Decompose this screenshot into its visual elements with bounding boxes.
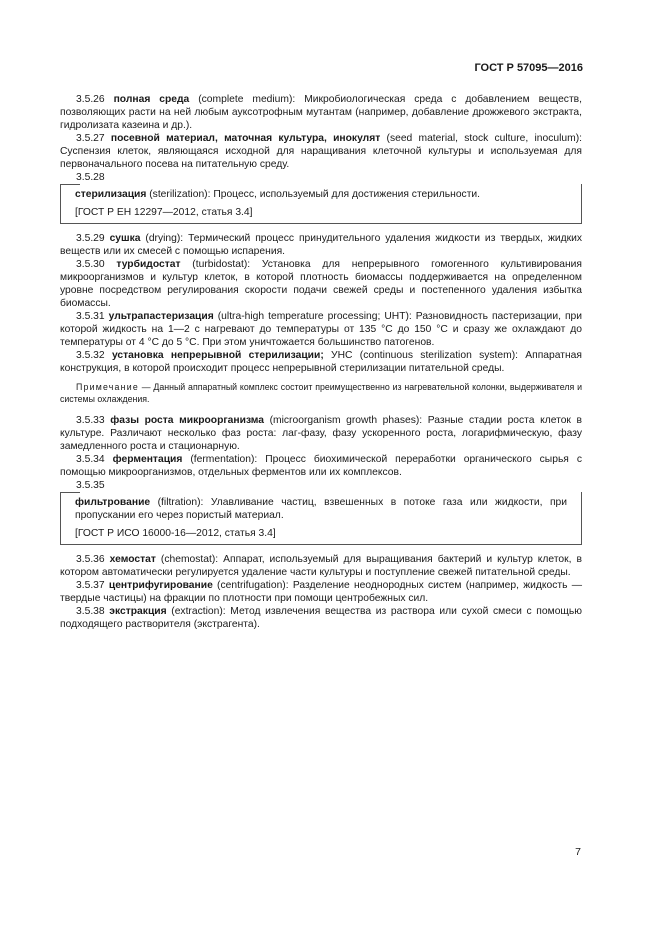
term-number-3-5-35: 3.5.35 (76, 480, 105, 491)
document-number: ГОСТ Р 57095—2016 (474, 62, 583, 74)
term-entry-3-5-31: 3.5.31 ультрапастеризация (ultra-high temperature processing; UHT): Разновидность пастеризации, при которой жидкость на 1—2 с нагревают до температуры от 135 °C до 150 °C и сразу же охлаждают до температуры от 4 °C до 5 °C. При этом уничтожается большинство патогенов. (60, 311, 582, 348)
term-box-sterilization: стерилизация (sterilization): Процесс, используемый для достижения стерильности. [ГОСТ Р ЕН 12297—2012, статья 3.4] (60, 184, 582, 224)
term-entry-3-5-26: 3.5.26 полная среда (complete medium): Микробиологическая среда с добавлением веществ, позволяющих расти на ней любым ауксотрофным мутантам (например, добавление дрожжевого экстракта, гидролизата казеина и др.). (60, 94, 582, 131)
term: турбидостат (116, 259, 181, 270)
term: установка непрерывной стерилизации; (111, 350, 324, 361)
term-entry-3-5-27: 3.5.27 посевной материал, маточная культура, инокулят (seed material, stock culture, inoculum): Суспензия клеток, являющаяся исходной для наращивания клеточной культуры и используемая для первоначального посева на питательную среду. (60, 133, 582, 170)
term: ультрапастеризация (108, 311, 214, 322)
term-entry-3-5-30: 3.5.30 турбидостат (turbidostat): Установка для непрерывного гомогенного культивирования микроорганизмов и культур клеток, в которой плотность биомассы поддерживается на определенном уровне посредством регулирования скорости подачи свежей среды и постепенного удаления избытка биомассы. (60, 259, 582, 309)
term: сушка (109, 233, 141, 244)
term: фазы роста микроорганизма (110, 415, 265, 426)
term-box-filtration: фильтрование (filtration): Улавливание частиц, взвешенных в потоке газа или жидкости, при пропускании его через пористый материал. [ГОСТ Р ИСО 16000-16—2012, статья 3.4] (60, 492, 582, 545)
term-entry-3-5-37: 3.5.37 центрифугирование (centrifugation): Разделение неоднородных систем (например, жидкость — твердые частицы) на фракции по плотности при помощи центробежных сил. (60, 580, 582, 604)
term: экстракция (109, 606, 167, 617)
term-entry-3-5-36: 3.5.36 хемостат (chemostat): Аппарат, используемый для выращивания бактерий и культур клеток, в котором автоматически регулируется удаление части культуры и поступление свежей питательной среды. (60, 554, 582, 578)
term-entry-3-5-29: 3.5.29 сушка (drying): Термический процесс принудительного удаления жидкости из твердых, жидких веществ или их смесей с помощью испарения. (60, 233, 582, 257)
term-entry-3-5-34: 3.5.34 ферментация (fermentation): Процесс биохимической переработки органического сырья с помощью микроорганизмов, отдельных ферментов или их комплексов. (60, 454, 582, 478)
page-number: 7 (575, 846, 581, 858)
term: ферментация (112, 454, 183, 465)
source-reference: [ГОСТ Р ЕН 12297—2012, статья 3.4] (75, 207, 253, 218)
source-reference: [ГОСТ Р ИСО 16000-16—2012, статья 3.4] (75, 528, 276, 539)
term: стерилизация (75, 189, 147, 200)
term-number-3-5-28: 3.5.28 (76, 172, 105, 183)
term: хемостат (109, 554, 156, 565)
term: фильтрование (75, 497, 151, 508)
term: полная среда (113, 94, 190, 105)
term: центрифугирование (108, 580, 213, 591)
term-entry-3-5-32: 3.5.32 установка непрерывной стерилизации; УНС (continuous sterilization system): Аппаратная конструкция, в которой происходит процесс непрерывной стерилизации питательной среды. (60, 350, 582, 374)
note: Примечание — Данный аппаратный комплекс состоит преимущественно из нагревательной колонки, выдерживателя и системы охлаждения. (60, 382, 582, 404)
term-entry-3-5-33: 3.5.33 фазы роста микроорганизма (microorganism growth phases): Разные стадии роста клеток в культуре. Различают несколько фаз роста: лаг-фазу, фазу ускоренного роста, логарифмическую, фазу замедленного роста и стационарную. (60, 415, 582, 452)
document-body (60, 93, 582, 631)
term: посевной материал, маточная культура, инокулят (110, 133, 381, 144)
note-label: Примечание (76, 382, 139, 392)
term-entry-3-5-38: 3.5.38 экстракция (extraction): Метод извлечения вещества из раствора или сухой смеси с помощью подходящего растворителя (экстрагента). (60, 606, 582, 630)
